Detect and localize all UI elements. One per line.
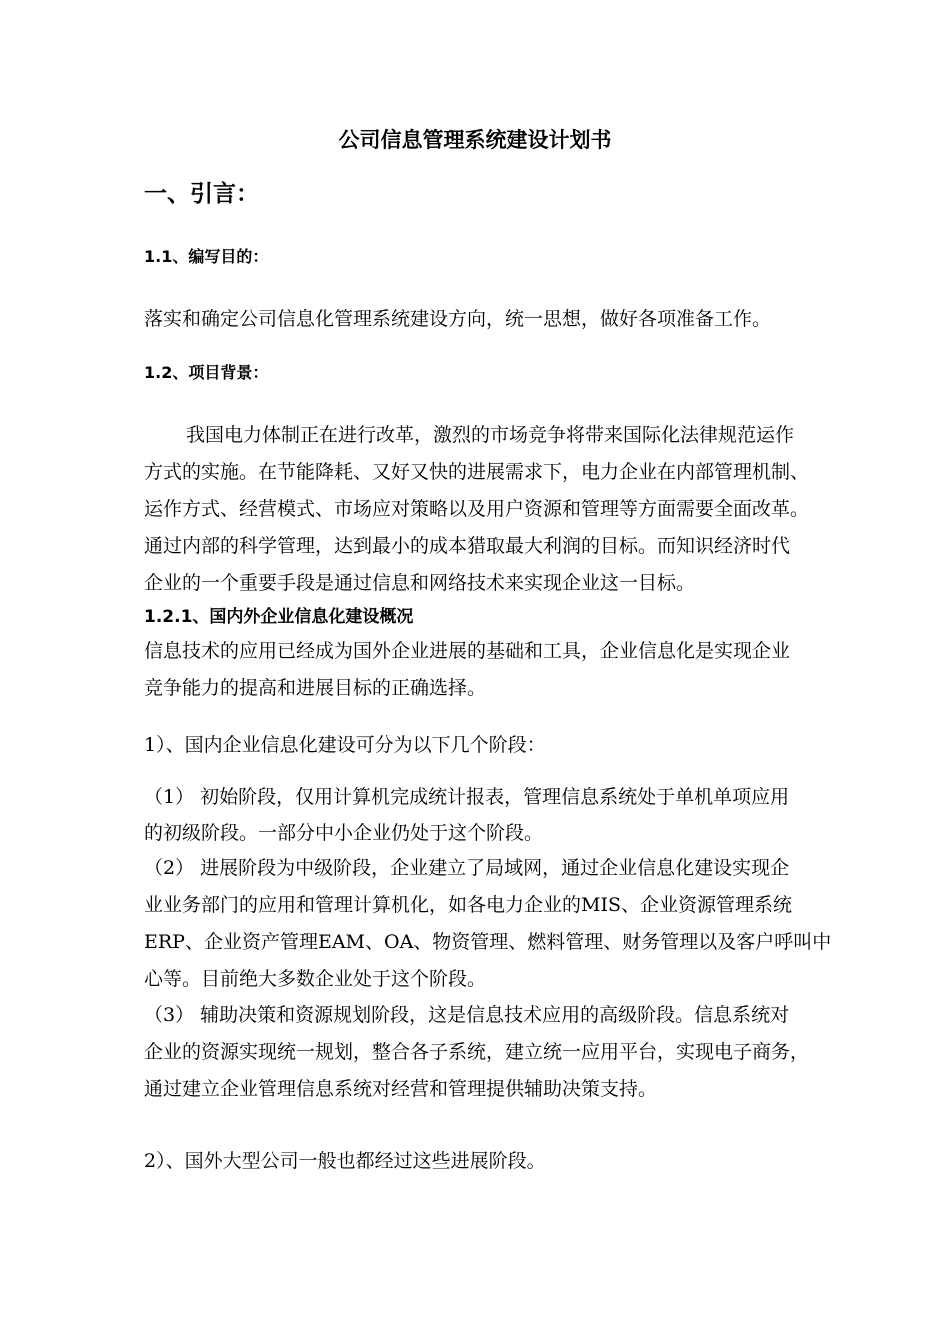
stage-2-line: （2） 进展阶段为中级阶段，企业建立了局域网，通过企业信息化建设实现企 <box>144 857 790 879</box>
list-item-domestic-stages: 1）、国内企业信息化建设可分为以下几个阶段： <box>144 734 546 756</box>
list-item-foreign-companies: 2）、国外大型公司一般也都经过这些进展阶段。 <box>144 1150 546 1172</box>
background-line: 运作方式、经营模式、市场应对策略以及用户资源和管理等方面需要全面改革。 <box>144 498 810 520</box>
background-line: 企业的一个重要手段是通过信息和网络技术来实现企业这一目标。 <box>144 572 696 594</box>
stage-1-line: 的初级阶段。一部分中小企业仍处于这个阶段。 <box>144 822 544 844</box>
section-heading-introduction: 一、引言： <box>144 181 259 207</box>
subsection-heading-background: 1.2、项目背景： <box>144 363 269 382</box>
subsection-heading-overview: 1.2.1、国内外企业信息化建设概况 <box>144 607 414 627</box>
background-line: 我国电力体制正在进行改革，激烈的市场竞争将带来国际化法律规范运作 <box>186 424 795 446</box>
stage-2-line: 心等。目前绝大多数企业处于这个阶段。 <box>144 968 487 990</box>
background-line: 方式的实施。在节能降耗、又好又快的进展需求下，电力企业在内部管理机制、 <box>144 461 810 483</box>
stage-1-line: （1） 初始阶段，仅用计算机完成统计报表，管理信息系统处于单机单项应用 <box>144 786 790 808</box>
stage-3-line: 企业的资源实现统一规划，整合各子系统，建立统一应用平台，实现电子商务， <box>144 1041 810 1063</box>
stage-2-line: ERP、企业资产管理EAM、OA、物资管理、燃料管理、财务管理以及客户呼叫中 <box>144 931 832 953</box>
stage-2-line: 业业务部门的应用和管理计算机化，如各电力企业的MIS、企业资源管理系统 <box>144 894 792 916</box>
subsection-heading-purpose: 1.1、编写目的： <box>144 247 269 266</box>
purpose-text: 落实和确定公司信息化管理系统建设方向，统一思想，做好各项准备工作。 <box>144 308 772 330</box>
overview-line: 竞争能力的提高和进展目标的正确选择。 <box>144 677 487 699</box>
document-title: 公司信息管理系统建设计划书 <box>338 128 612 152</box>
stage-3-line: （3） 辅助决策和资源规划阶段，这是信息技术应用的高级阶段。信息系统对 <box>144 1004 790 1026</box>
stage-3-line: 通过建立企业管理信息系统对经营和管理提供辅助决策支持。 <box>144 1078 658 1100</box>
background-line: 通过内部的科学管理，达到最小的成本猎取最大利润的目标。而知识经济时代 <box>144 535 791 557</box>
overview-line: 信息技术的应用已经成为国外企业进展的基础和工具，企业信息化是实现企业 <box>144 640 791 662</box>
